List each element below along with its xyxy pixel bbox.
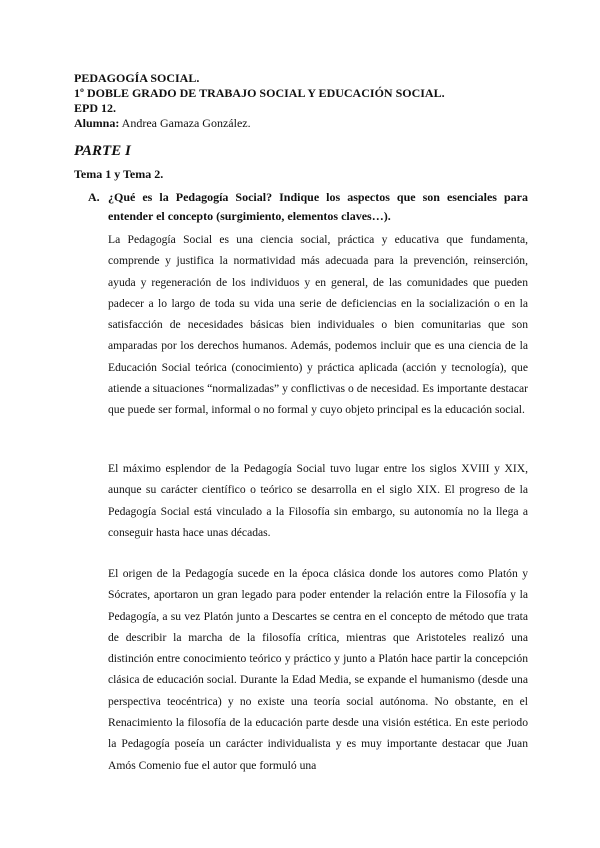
degree-title: 1º DOBLE GRADO DE TRABAJO SOCIAL Y EDUCACIÓN SOCIAL. <box>74 86 445 100</box>
question-a <box>88 188 528 226</box>
answer-paragraph-1 <box>108 229 528 421</box>
question-text: ¿Qué es la Pedagogía Social? Indique los aspectos que son esenciales para entender el concepto (surgimiento, elementos claves…). <box>108 190 528 223</box>
document-header <box>74 71 534 131</box>
part-title: PARTE I <box>74 143 131 159</box>
epd-label: EPD 12. <box>74 101 116 115</box>
paragraph-text: El máximo esplendor de la Pedagogía Social tuvo lugar entre los siglos XVIII y XIX, aunque su carácter científico o teórico se desarrolla en el siglo XIX. El progreso de la Pedagogía Social está vinculado a la Filosofía sin embargo, su autonomía no la llega a conseguir hasta hace unas décadas. <box>108 462 528 539</box>
student-line <box>74 116 534 131</box>
student-name: Andrea Gamaza González. <box>119 116 251 130</box>
question-letter: A. <box>88 190 100 204</box>
answer-paragraph-3 <box>108 563 528 776</box>
paragraph-text: El origen de la Pedagogía sucede en la época clásica donde los autores como Platón y Sócrates, aportaron un gran legado para poder entender la relación entre la Filosofía y la Pedagogía, a su vez Platón junto a Descartes se centra en el concepto de método que trata de describir la marcha de la filosofía crítica, mientras que Aristoteles realizó una distinción entre conocimiento teórico y práctico y junto a Platón hace partir la concepción clásica de educación social. Durante la Edad Media, se expande el humanismo (desde una perspectiva teocéntrica) y no existe una teoría social autónoma. No obstante, en el Renacimiento la filosofía de la educación parte desde una visión estética. En este periodo la Pedagogía poseía un carácter individualista y es muy importante destacar que Juan Amós Comenio fue el autor que formuló una <box>108 567 528 772</box>
course-title: PEDAGOGÍA SOCIAL. <box>74 71 200 85</box>
topic-title: Tema 1 y Tema 2. <box>74 167 164 181</box>
paragraph-text: La Pedagogía Social es una ciencia social, práctica y educativa que fundamenta, comprende y justifica la normatividad más adecuada para la prevención, reinserción, ayuda y regeneración de los individuos y en general, de las comunidades que pueden padecer a lo largo de toda su vida una serie de deficiencias en la socialización o en la satisfacción de necesidades básicas bien individuales o bien comunitarias que son amparadas por los derechos humanos. Además, podemos incluir que es una ciencia de la Educación Social teórica (conocimiento) y práctica aplicada (acción y tecnología), que atiende a situaciones “normalizadas” y conflictivas o de necesidad. Es importante destacar que puede ser formal, informal o no formal y cuyo objeto principal es la educación social. <box>108 233 528 417</box>
student-label: Alumna: <box>74 116 120 130</box>
answer-paragraph-2 <box>108 458 528 543</box>
